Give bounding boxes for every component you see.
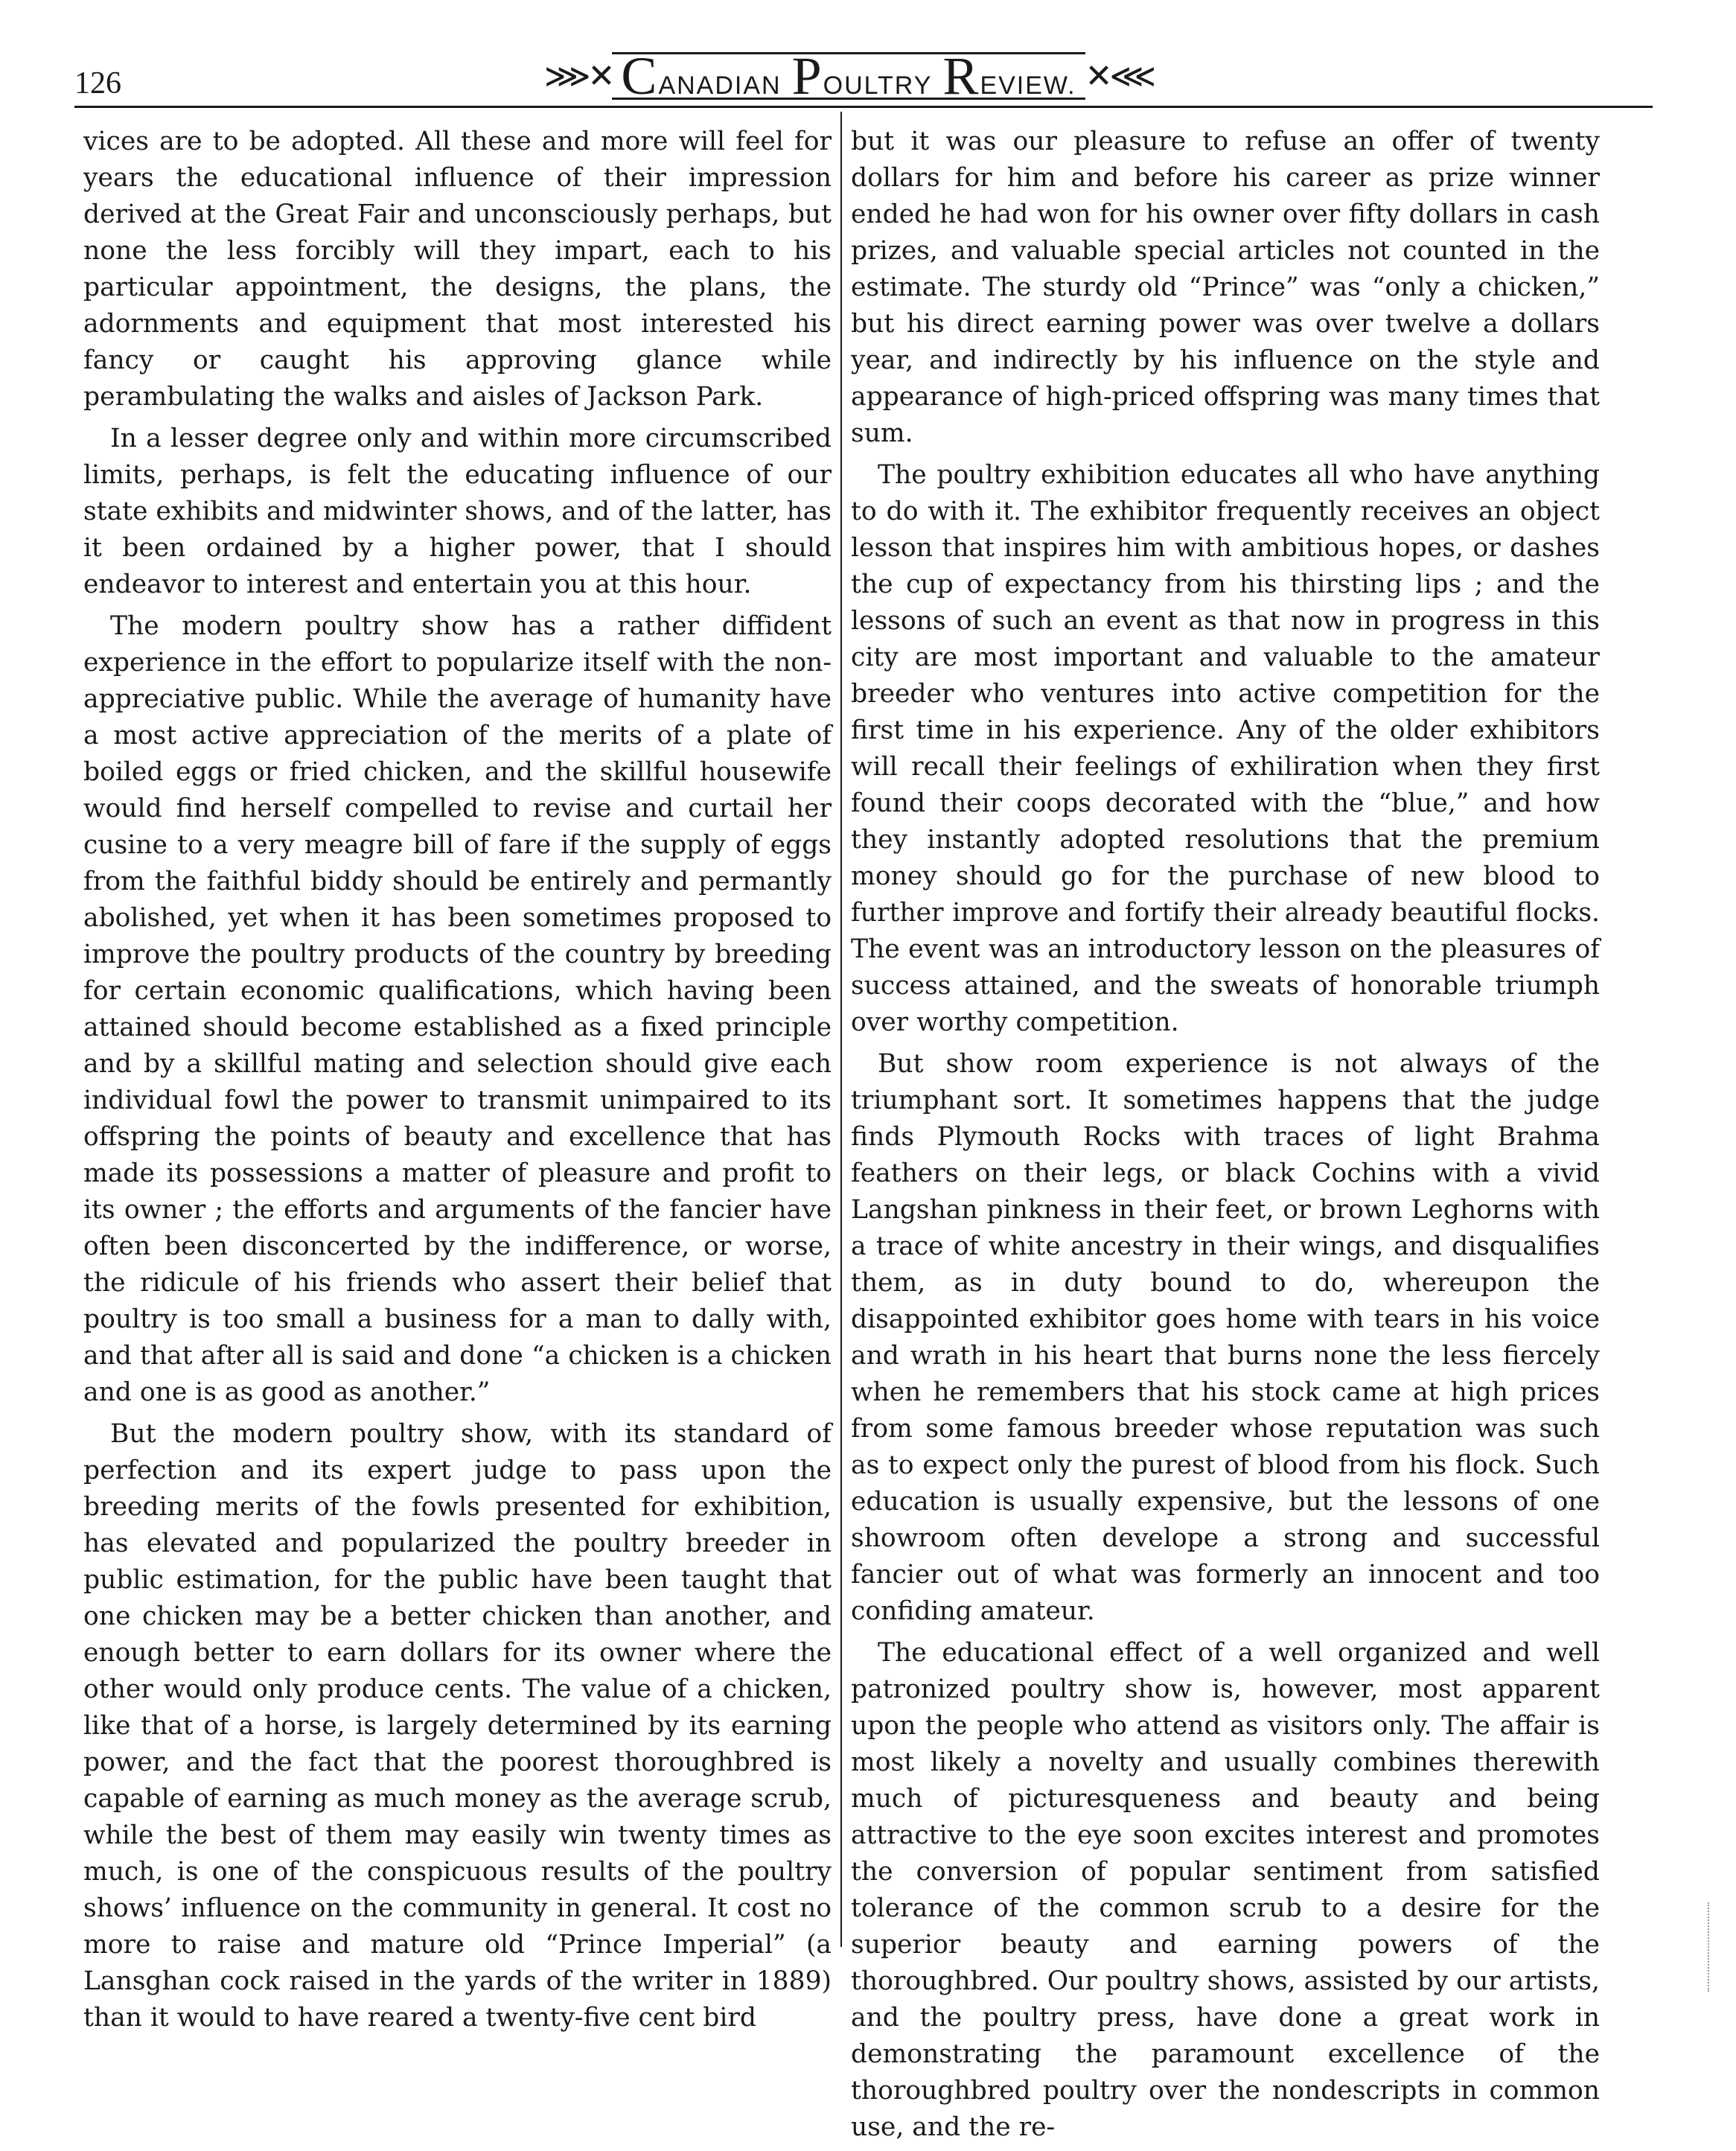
title-cap-1: C — [621, 46, 659, 106]
paragraph: In a lesser degree only and within more circumscribed limits, perhaps, is felt the educating influence of our state exhibits and midwinter shows, and of the latter, has it been ordained by a higher power, that I should endeavor to interest and entertain you at this hour. — [83, 424, 832, 599]
paragraph: But the modern poultry show, with its standard of perfection and its expert judge to pass upon the breeding merits of the fowls presented for exhibition, has elevated and popularized the poultry breeder in public estimation, for the public have been taught that one chicken may be a better chicken than another, and enough better to earn dollars for its owner where the other would only produce cents. The value of a chicken, like that of a horse, is largely determined by its earning power, and the fact that the poorest thoroughbred is capable of earning as much money as the average scrub, while the best of them may easily win twenty times as much, is one of the conspicuous results of the poultry shows’ influence on the community in general. It cost no more to raise and mature old “Prince Imperial” (a Lansghan cock raised in the yards of the writer in 1889) than it would to have reared a twenty-five cent bird — [83, 1419, 832, 2033]
scan-margin-marks — [1708, 1902, 1712, 1992]
paragraph: The educational effect of a well organized and well patronized poultry show is, however, most apparent upon the people who attend as visitors only. The affair is most likely a novelty and usually combines therewith much of picturesqueness and beauty and being attractive to the eye soon excites interest and promotes the conversion of popular sentiment from satisfied tolerance of the common scrub to a desire for the superior beauty and earning powers of the thoroughbred. Our poultry shows, assisted by our artists, and the poultry press, have done a great work in demonstrating the paramount excellence of the thoroughbred poultry over the nondescripts in common use, and the re- — [851, 1638, 1600, 2142]
paragraph: But show room experience is not always of the triumphant sort. It sometimes happens that the judge finds Plymouth Rocks with traces of light Brahma feathers on their legs, or black Cochins with a vivid Langshan pinkness in their feet, or brown Leghorns with a trace of white ancestry in their wings, and disqualifies them, as in duty bound to do, whereupon the disappointed exhibitor goes home with tears in his voice and wrath in his heart that burns none the less fiercely when he remembers that his stock came at high prices from some famous breeder whose reputation was such as to expect only the purest of blood from his flock. Such education is usually expensive, but the lessons of one showroom often develope a strong and successful fancier out of what was formerly an innocent and too confiding amateur. — [851, 1049, 1600, 1626]
paragraph: The poultry exhibition educates all who have anything to do with it. The exhibitor frequently receives an object lesson that inspires him with ambitious hopes, or dashes the cup of expectancy from his thirsting lips ; and the lessons of such an event as that now in progress in this city are most important and valuable to the amateur breeder who ventures into active competition for the first time in his experience. Any of the older exhibitors will recall their feelings of exhiliration when they first found their coops decorated with the “blue,” and how they instantly adopted resolutions that the premium money should go for the purchase of new blood to further improve and fortify their already beautiful flocks. The event was an introductory lesson on the pleasures of success attained, and the sweats of honorable triumph over worthy competition. — [851, 460, 1600, 1037]
ornament-left-icon: ⋙✕ — [543, 57, 613, 95]
header-rule — [74, 106, 1653, 108]
title-word-2: OULTRY — [823, 71, 933, 100]
left-column — [83, 124, 832, 2042]
paragraph: vices are to be adopted. All these and more will feel for years the educational influence of their impression derived at the Great Fair and unconsciously perhaps, but none the less forcibly will they impart, each to his particular appointment, the designs, the plans, the adornments and equipment that most interested his fancy or caught his approving glance while perambulating the walks and aisles of Jackson Park. — [83, 127, 832, 412]
page-number: 126 — [74, 66, 121, 101]
paragraph: The modern poultry show has a rather diffident experience in the effort to popularize itself with the non-appreciative public. While the average of humanity have a most active appreciation of the merits of a plate of boiled eggs or fried chicken, and the skillful housewife would find herself compelled to revise and curtail her cusine to a very meagre bill of fare if the supply of eggs from the faithful biddy should be entirely and permantly abolished, yet when it has been sometimes proposed to improve the poultry products of the country by breeding for certain economic qualifications, which having been attained should become established as a fixed principle and by a skillful mating and selection should give each individual fowl the power to transmit unimpaired to its offspring the points of beauty and excellence that has made its possessions a matter of pleasure and profit to its owner ; the efforts and arguments of the fancier have often been disconcerted by the indifference, or worse, the ridicule of his friends who assert their belief that poultry is too small a business for a man to dally with, and that after all is said and done “a chicken is a chicken and one is as good as another.” — [83, 611, 832, 1407]
title-word-3: EVIEW. — [980, 71, 1076, 100]
journal-title — [612, 46, 1085, 106]
right-column — [851, 124, 1600, 2151]
ornament-right-icon: ✕⋘ — [1085, 57, 1154, 95]
title-cap-2: P — [791, 46, 823, 106]
column-divider — [840, 112, 842, 1947]
journal-masthead — [543, 46, 1154, 106]
title-cap-3: R — [942, 46, 980, 106]
paragraph: but it was our pleasure to refuse an offer of twenty dollars for him and before his career as prize winner ended he had won for his owner over fifty dollars in cash prizes, and valuable special articles not counted in the estimate. The sturdy old “Prince” was “only a chicken,” but his direct earning power was over twelve a dollars year, and indirectly by his influence on the style and appearance of high-priced offspring was many times that sum. — [851, 127, 1600, 448]
title-word-1: ANADIAN — [658, 71, 782, 100]
